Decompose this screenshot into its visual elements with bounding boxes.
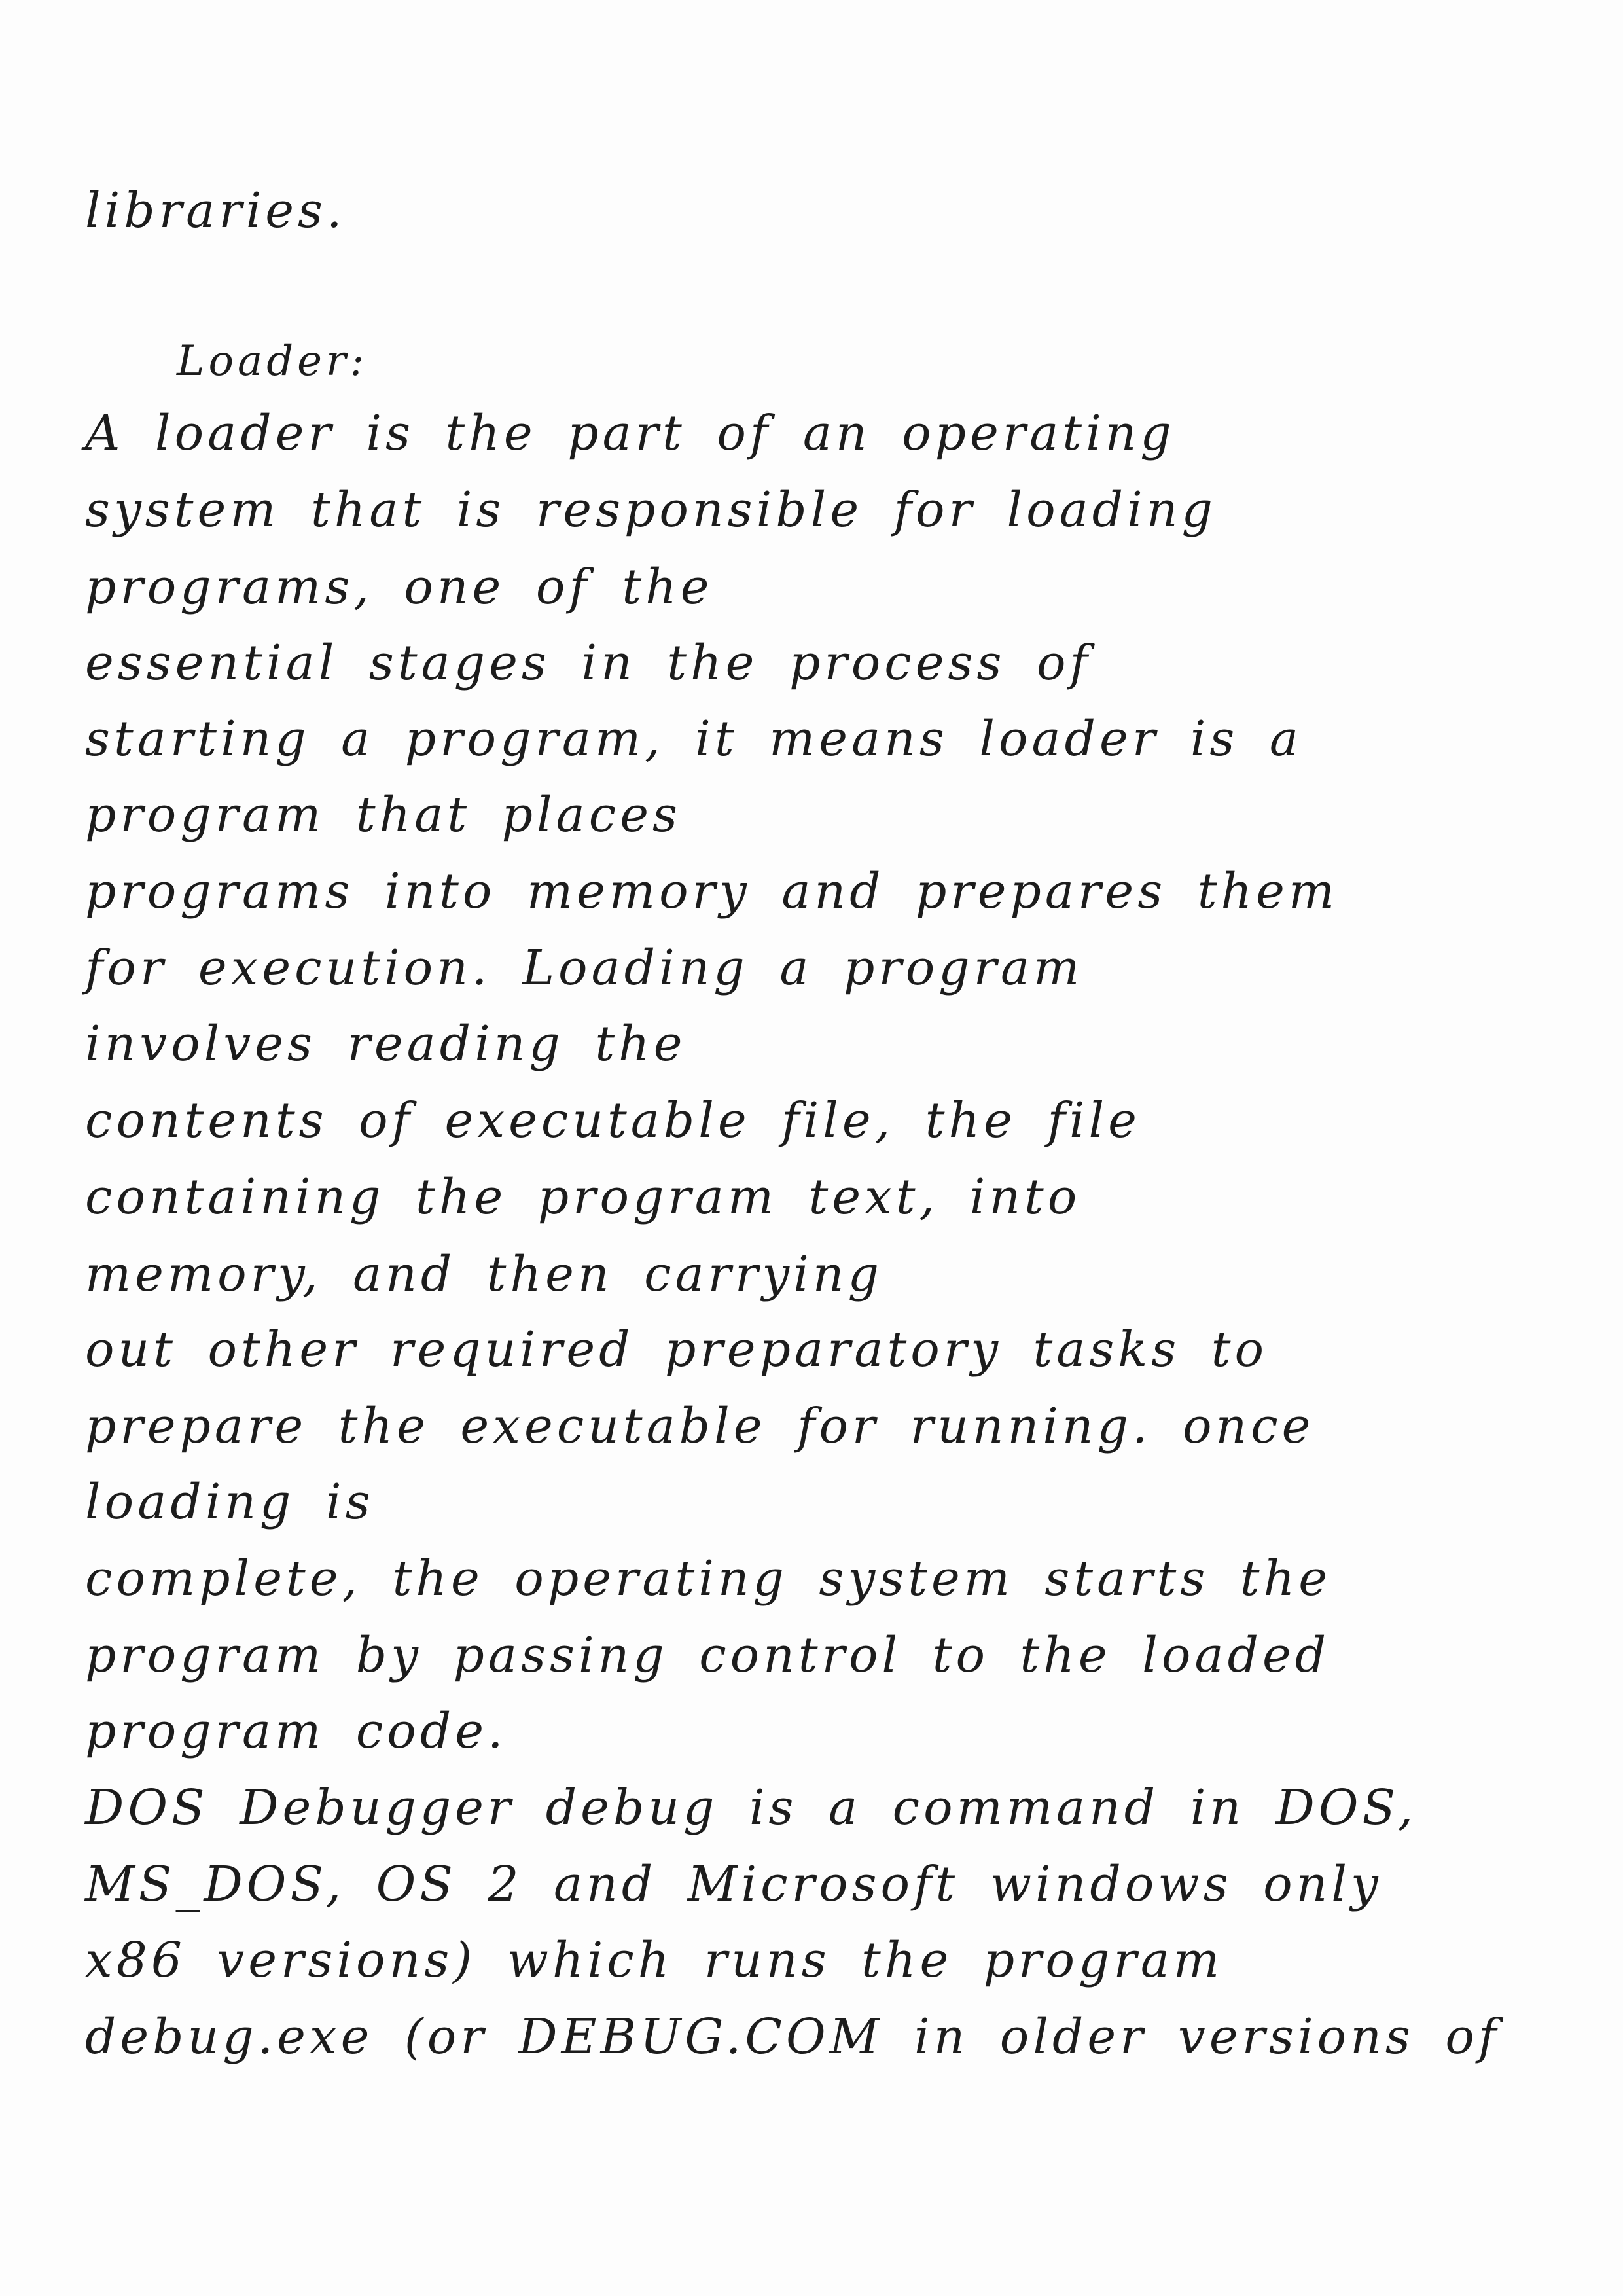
text-line-8: program that places — [85, 787, 681, 843]
text-line-11: involves reading the — [85, 1016, 687, 1072]
text-line-16: prepare the executable for running. once — [85, 1398, 1315, 1454]
text-line-23: x86 versions) which runs the program — [85, 1932, 1224, 1988]
text-line-3: A loader is the part of an operating — [85, 405, 1175, 461]
text-line-17: loading is — [85, 1474, 374, 1530]
text-line-13: containing the program text, into — [85, 1169, 1081, 1225]
text-line-14: memory, and then carrying — [85, 1246, 883, 1302]
text-line-24: debug.exe (or DEBUG.COM in older versions of — [85, 2009, 1501, 2065]
text-line-22: MS_DOS, OS 2 and Microsoft windows only — [85, 1856, 1382, 1912]
text-line-12: contents of executable file, the file — [85, 1092, 1141, 1149]
text-line-21: DOS Debugger debug is a command in DOS, — [85, 1780, 1418, 1836]
text-line-19: program by passing control to the loaded — [85, 1627, 1330, 1683]
text-line-20: program code. — [85, 1703, 507, 1759]
text-line-1: libraries. — [85, 183, 346, 239]
text-line-7: starting a program, it means loader is a — [85, 711, 1303, 767]
text-line-10: for execution. Loading a program — [85, 940, 1084, 996]
text-line-5: programs, one of the — [85, 559, 713, 615]
heading-loader: Loader: — [177, 337, 368, 386]
text-line-4: system that is responsible for loading — [85, 482, 1217, 538]
text-line-6: essential stages in the process of — [85, 635, 1092, 691]
text-line-15: out other required preparatory tasks to — [85, 1321, 1268, 1378]
text-line-18: complete, the operating system starts the — [85, 1551, 1332, 1607]
text-line-9: programs into memory and prepares them — [85, 863, 1339, 920]
